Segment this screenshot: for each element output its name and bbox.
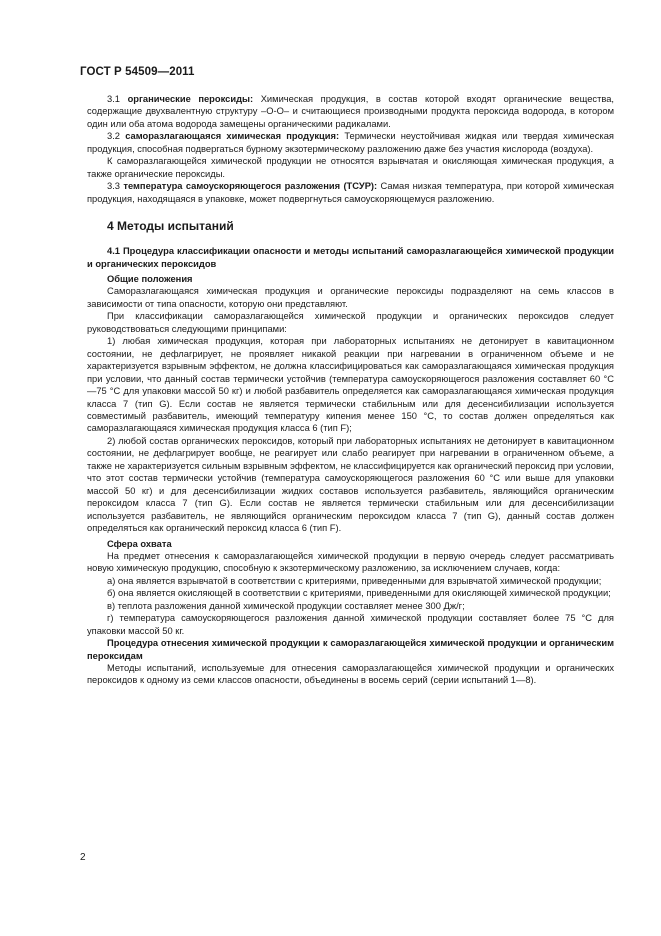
scope-item-b: б) она является окисляющей в соответствии с критериями, приведенными для окисляющей химической продукции;: [107, 588, 611, 599]
scope-heading: Сфера охвата: [107, 538, 172, 549]
page-number: 2: [80, 852, 86, 863]
page-content: [87, 93, 614, 687]
principle-1: 1) любая химическая продукция, которая при лабораторных испытаниях не детонирует в кавитационном состоянии, не дефлагрирует, не проявляет никакой реакции при нагревании в ограниченном объеме и не характеризуется взрывным эффектом, не должна классифицироваться как саморазлагающаяся химическая продукция при условии, что данный состав термически устойчив (температура самоускоряющегося разложения составляет 60 °С—75 °С для упаковки массой 50 кг) и любой разбавитель определяется как саморазлагающаяся химическая продукция класса 7 (тип G). Если состав не является термически стабильным или для десенсибилизации используется совместимый разбавитель, имеющий температуру кипения менее 150 °С, то состав должен определяться как саморазлагающаяся химическая продукция класса 6 (тип F);: [87, 336, 614, 434]
principle-2: 2) любой состав органических пероксидов, который при лабораторных испытаниях не детонирует в кавитационном состоянии, не дефлагрирует вообще, не реагирует или слабо реагирует при нагревании в ограниченном объеме, а также не характеризуется сильным взрывным эффектом, не классифицируется как органический пероксид при условии, что этот состав термически устойчив (температура самоускоряющегося разложения 60 °С или выше для упаковки массой 50 кг) и для десенсибилизации жидких составов используется разбавитель, являющийся органическим пероксидом класса 7 (тип G). Если состав не является термически стабильным или для десенсибилизации используется разбавитель, не являющийся органическим пероксидом класса 7 (тип G), данный состав должен определяться как органический пероксид класса 6 (тип F).: [87, 435, 614, 534]
general-heading: Общие положения: [107, 273, 193, 284]
definition-3-1: 3.1 органические пероксиды: Химическая продукция, в состав которой входят органические вещества, содержащие двухвалентную структуру –О-О– и считающиеся производными продукта пероксида водорода, в котором один или оба атома водорода замещены органическими радикалами.: [87, 94, 614, 129]
scope-item-v: в) теплота разложения данной химической продукции составляет менее 300 Дж/г;: [107, 600, 465, 611]
scope-paragraph: На предмет отнесения к саморазлагающейся химической продукции в первую очередь следует рассматривать новую химическую продукцию, способную к экзотермическому разложению, за исключением случаев, когда:: [87, 550, 614, 574]
page-header: ГОСТ Р 54509—2011: [80, 66, 195, 78]
scope-item-a: а) она является взрывчатой в соответствии с критериями, приведенными для взрывчатой химической продукции;: [107, 575, 602, 586]
scope-item-g: г) температура самоускоряющегося разложения данной химической продукции составляет более 75 °С для упаковки массой 50 кг.: [87, 613, 614, 636]
definition-3-2: 3.2 саморазлагающаяся химическая продукция: Термически неустойчивая жидкая или твердая химическая продукция, способная подвергаться бурному экзотермическому разложению даже без участия кислорода (воздуха).: [87, 131, 614, 154]
definition-term: саморазлагающаяся химическая продукция:: [125, 131, 340, 142]
section-title: 4 Методы испытаний: [107, 219, 234, 234]
definition-note: К саморазлагающейся химической продукции не относятся взрывчатая и окисляющая химическая продукция, а также органические пероксиды.: [87, 156, 614, 179]
definition-term: органические пероксиды:: [127, 94, 254, 104]
general-paragraph-1: Саморазлагающаяся химическая продукция и органические пероксиды подразделяют на семь классов в зависимости от типа опасности, которую они представляют.: [87, 286, 614, 309]
definition-3-3: 3.3 температура самоускоряющегося разложения (ТСУР): Самая низкая температура, при которой химическая продукция, находящаяся в упаковке, может подвергнуться самоускоряющемуся разложению.: [87, 181, 614, 204]
procedure-paragraph: Методы испытаний, используемые для отнесения саморазлагающейся химической продукции и органических пероксидов к одному из семи классов опасности, объединены в восемь серий (серии испытаний 1—8).: [87, 663, 614, 686]
subsection-title: 4.1 Процедура классификации опасности и методы испытаний саморазлагающейся химической продукции и органических пероксидов: [87, 246, 614, 269]
general-paragraph-2: При классификации саморазлагающейся химической продукции и органических пероксидов следует руководствоваться следующими принципами:: [87, 311, 614, 334]
definition-term: температура самоускоряющегося разложения (ТСУР):: [123, 181, 378, 192]
procedure-heading: Процедура отнесения химической продукции к саморазлагающейся химической продукции и органическим пероксидам: [87, 638, 614, 661]
